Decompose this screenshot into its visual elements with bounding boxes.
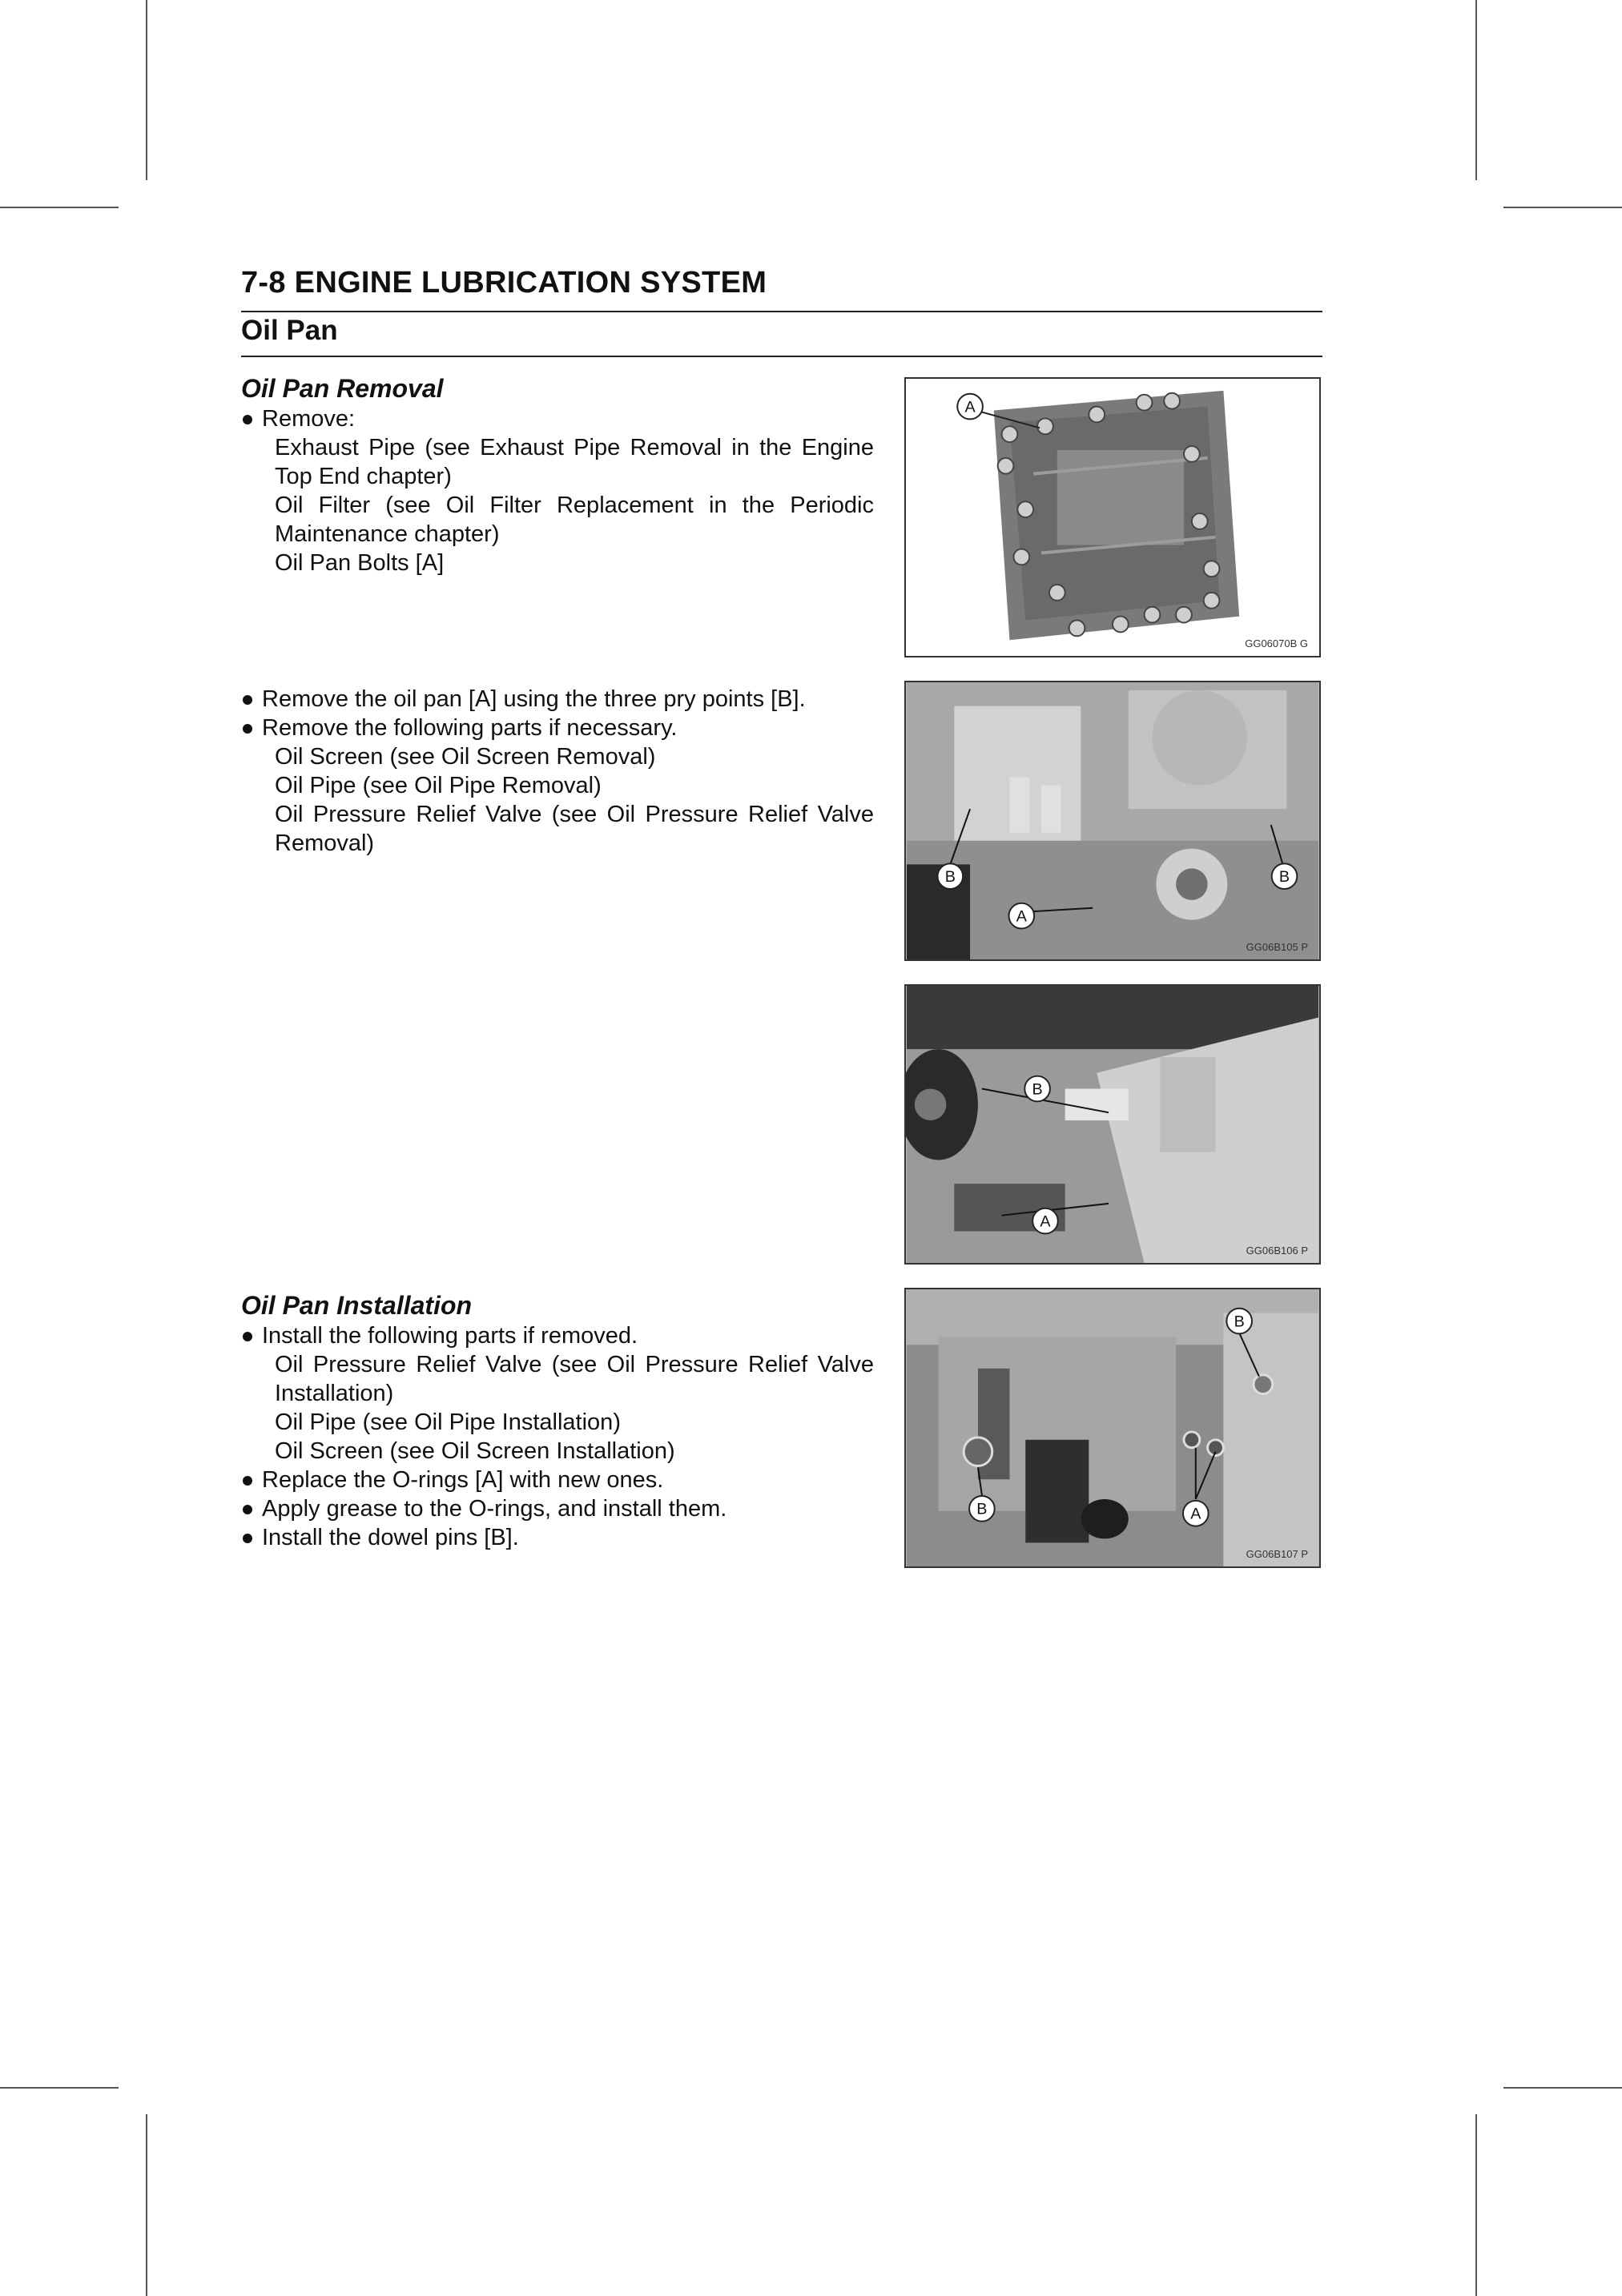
callout-b: B [1278,868,1290,887]
removal-item: Oil Screen (see Oil Screen Removal) [275,744,656,770]
figure-pry-points [904,681,1321,961]
crop-mark [0,2087,119,2089]
installation-block [241,1289,874,1552]
installation-title: Oil Pan Installation [241,1291,473,1320]
callout-a: A [1190,1505,1201,1523]
figure-oil-pan-bolts [904,377,1321,657]
removal-block [241,372,874,577]
removal-item: Oil Pan Bolts [A] [275,550,445,576]
removal-step: Remove the following parts if necessary. [241,714,874,742]
pry-points-photo [906,682,1319,959]
figure-orings-dowels [904,1288,1321,1568]
callout-a: A [1016,907,1027,926]
removal-block-2 [241,685,874,858]
installation-step: Install the following parts if removed. [241,1321,874,1350]
callout-a: A [964,398,976,416]
installation-item: Oil Screen (see Oil Screen Installation) [275,1438,675,1464]
callout-b: B [976,1500,988,1518]
page-header: 7-8 ENGINE LUBRICATION SYSTEM [241,266,767,300]
section-rule [241,356,1322,357]
removal-step: Remove: [241,404,874,433]
callout-a: A [1040,1212,1051,1231]
crop-mark [1475,0,1477,180]
installation-item: Oil Pressure Relief Valve (see Oil Pressure Relief Valve Installation) [275,1352,874,1406]
removal-step: Remove the oil pan [A] using the three pry points [B]. [241,685,874,714]
figure-code: GG06B106 P [1246,1245,1308,1257]
installation-item: Oil Pipe (see Oil Pipe Installation) [275,1409,621,1435]
crop-mark [1503,207,1622,208]
figure-code: GG06B105 P [1246,941,1308,953]
callout-b: B [1032,1080,1043,1099]
figure-code: GG06070B G [1245,637,1308,649]
removal-item: Oil Pipe (see Oil Pipe Removal) [275,773,602,798]
pry-point-detail-photo [906,986,1319,1263]
oil-pan-photo [906,379,1319,656]
crop-mark [146,2114,147,2296]
installation-step: Apply grease to the O-rings, and install them. [241,1494,874,1523]
removal-title: Oil Pan Removal [241,374,444,403]
removal-item: Oil Filter (see Oil Filter Replacement in the Periodic Maintenance chapter) [275,493,874,547]
crop-mark [0,207,119,208]
installation-step: Install the dowel pins [B]. [241,1523,874,1552]
figure-code: GG06B107 P [1246,1548,1308,1560]
header-rule [241,311,1322,312]
installation-step: Replace the O-rings [A] with new ones. [241,1466,874,1494]
crop-mark [146,0,147,180]
removal-item: Oil Pressure Relief Valve (see Oil Pressure Relief Valve Removal) [275,802,874,856]
section-title: Oil Pan [241,315,338,346]
callout-b: B [944,868,956,887]
crop-mark [1503,2087,1622,2089]
crop-mark [1475,2114,1477,2296]
orings-dowels-photo [906,1289,1319,1566]
callout-b: B [1234,1313,1245,1331]
figure-pry-point-detail [904,984,1321,1265]
removal-item: Exhaust Pipe (see Exhaust Pipe Removal in the Engine Top End chapter) [275,435,874,489]
